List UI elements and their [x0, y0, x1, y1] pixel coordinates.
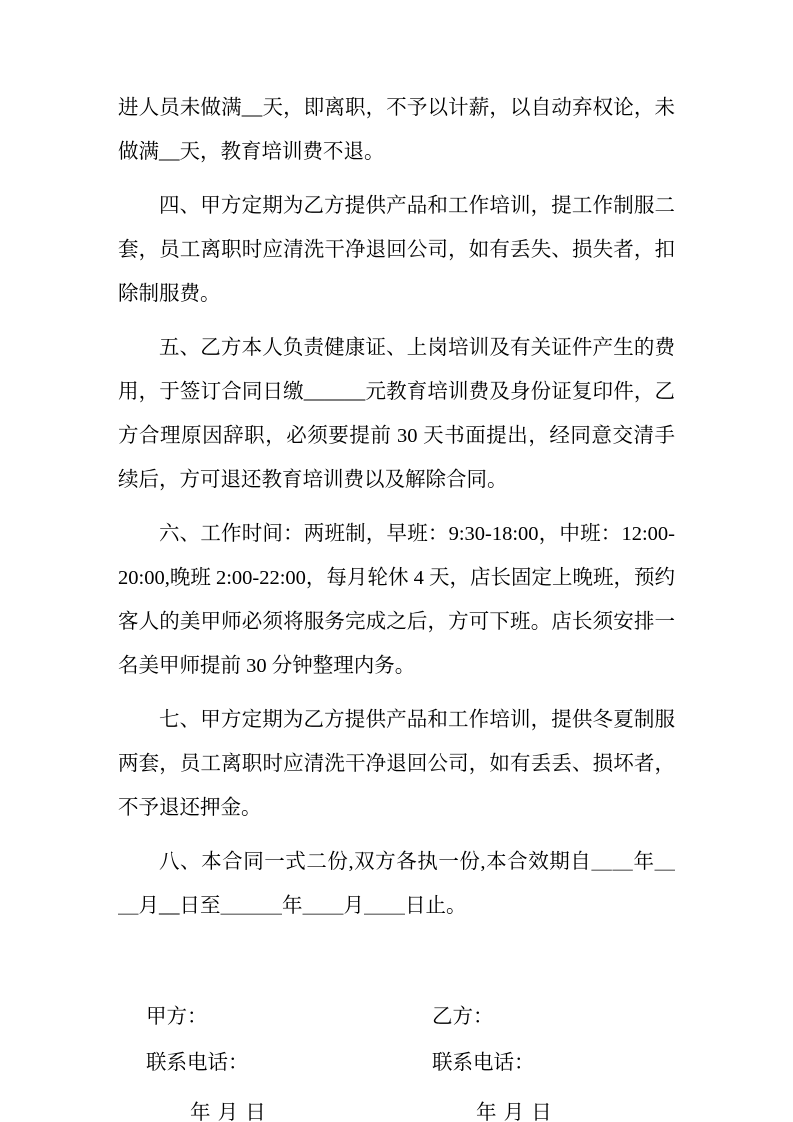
signature-block: [118, 994, 675, 1122]
party-b-date: 年 月 日: [476, 1102, 553, 1122]
paragraph-spacer: [118, 174, 675, 184]
paragraph-clause-4: 四、甲方定期为乙方提供产品和工作培训，提工作制服二套，员工离职时应清洗干净退回公司，如有丢失、损失者，扣除制服费。: [118, 195, 675, 305]
paragraph-clause-6: 六、工作时间：两班制，早班：9:30-18:00，中班：12:00-20:00,晚班 2:00-22:00，每月轮休 4 天，店长固定上晚班，预约客人的美甲师必须将服务完成之后，方可下班。店长须安排一名美甲师提前 30 分钟整理内务。: [118, 523, 675, 677]
paragraph-spacer: [118, 830, 675, 840]
signature-phones-row: [118, 1040, 675, 1086]
party-b-phone-label: 联系电话：: [432, 1052, 535, 1074]
party-a-phone-label: 联系电话：: [146, 1052, 249, 1074]
party-a-label: 甲方：: [146, 1006, 208, 1028]
party-b-label: 乙方：: [432, 1006, 494, 1028]
paragraph-spacer: [118, 502, 675, 512]
document-body: [118, 86, 675, 928]
paragraph-clause-3-continued: 进人员未做满__天，即离职，不予以计薪，以自动弃权论，未做满__天，教育培训费不退。: [118, 97, 675, 163]
paragraph-clause-5: 五、乙方本人负责健康证、上岗培训及有关证件产生的费用，于签订合同日缴______元教育培训费及身份证复印件，乙方合理原因辞职，必须要提前 30 天书面提出，经同意交清手续后，方可退还教育培训费以及解除合同。: [118, 337, 675, 491]
signature-parties-row: [118, 994, 675, 1040]
paragraph-spacer: [118, 688, 675, 698]
signature-dates-row: [118, 1090, 675, 1122]
paragraph-clause-7: 七、甲方定期为乙方提供产品和工作培训，提供冬夏制服两套，员工离职时应清洗干净退回公司，如有丢丢、损坏者，不予退还押金。: [118, 709, 675, 819]
paragraph-clause-8: 八、本合同一式二份,双方各执一份,本合效期自＿＿年＿＿月__日至＿＿＿年＿＿月＿＿日止。: [118, 851, 675, 917]
paragraph-spacer: [118, 316, 675, 326]
party-a-date: 年 月 日: [190, 1102, 267, 1122]
